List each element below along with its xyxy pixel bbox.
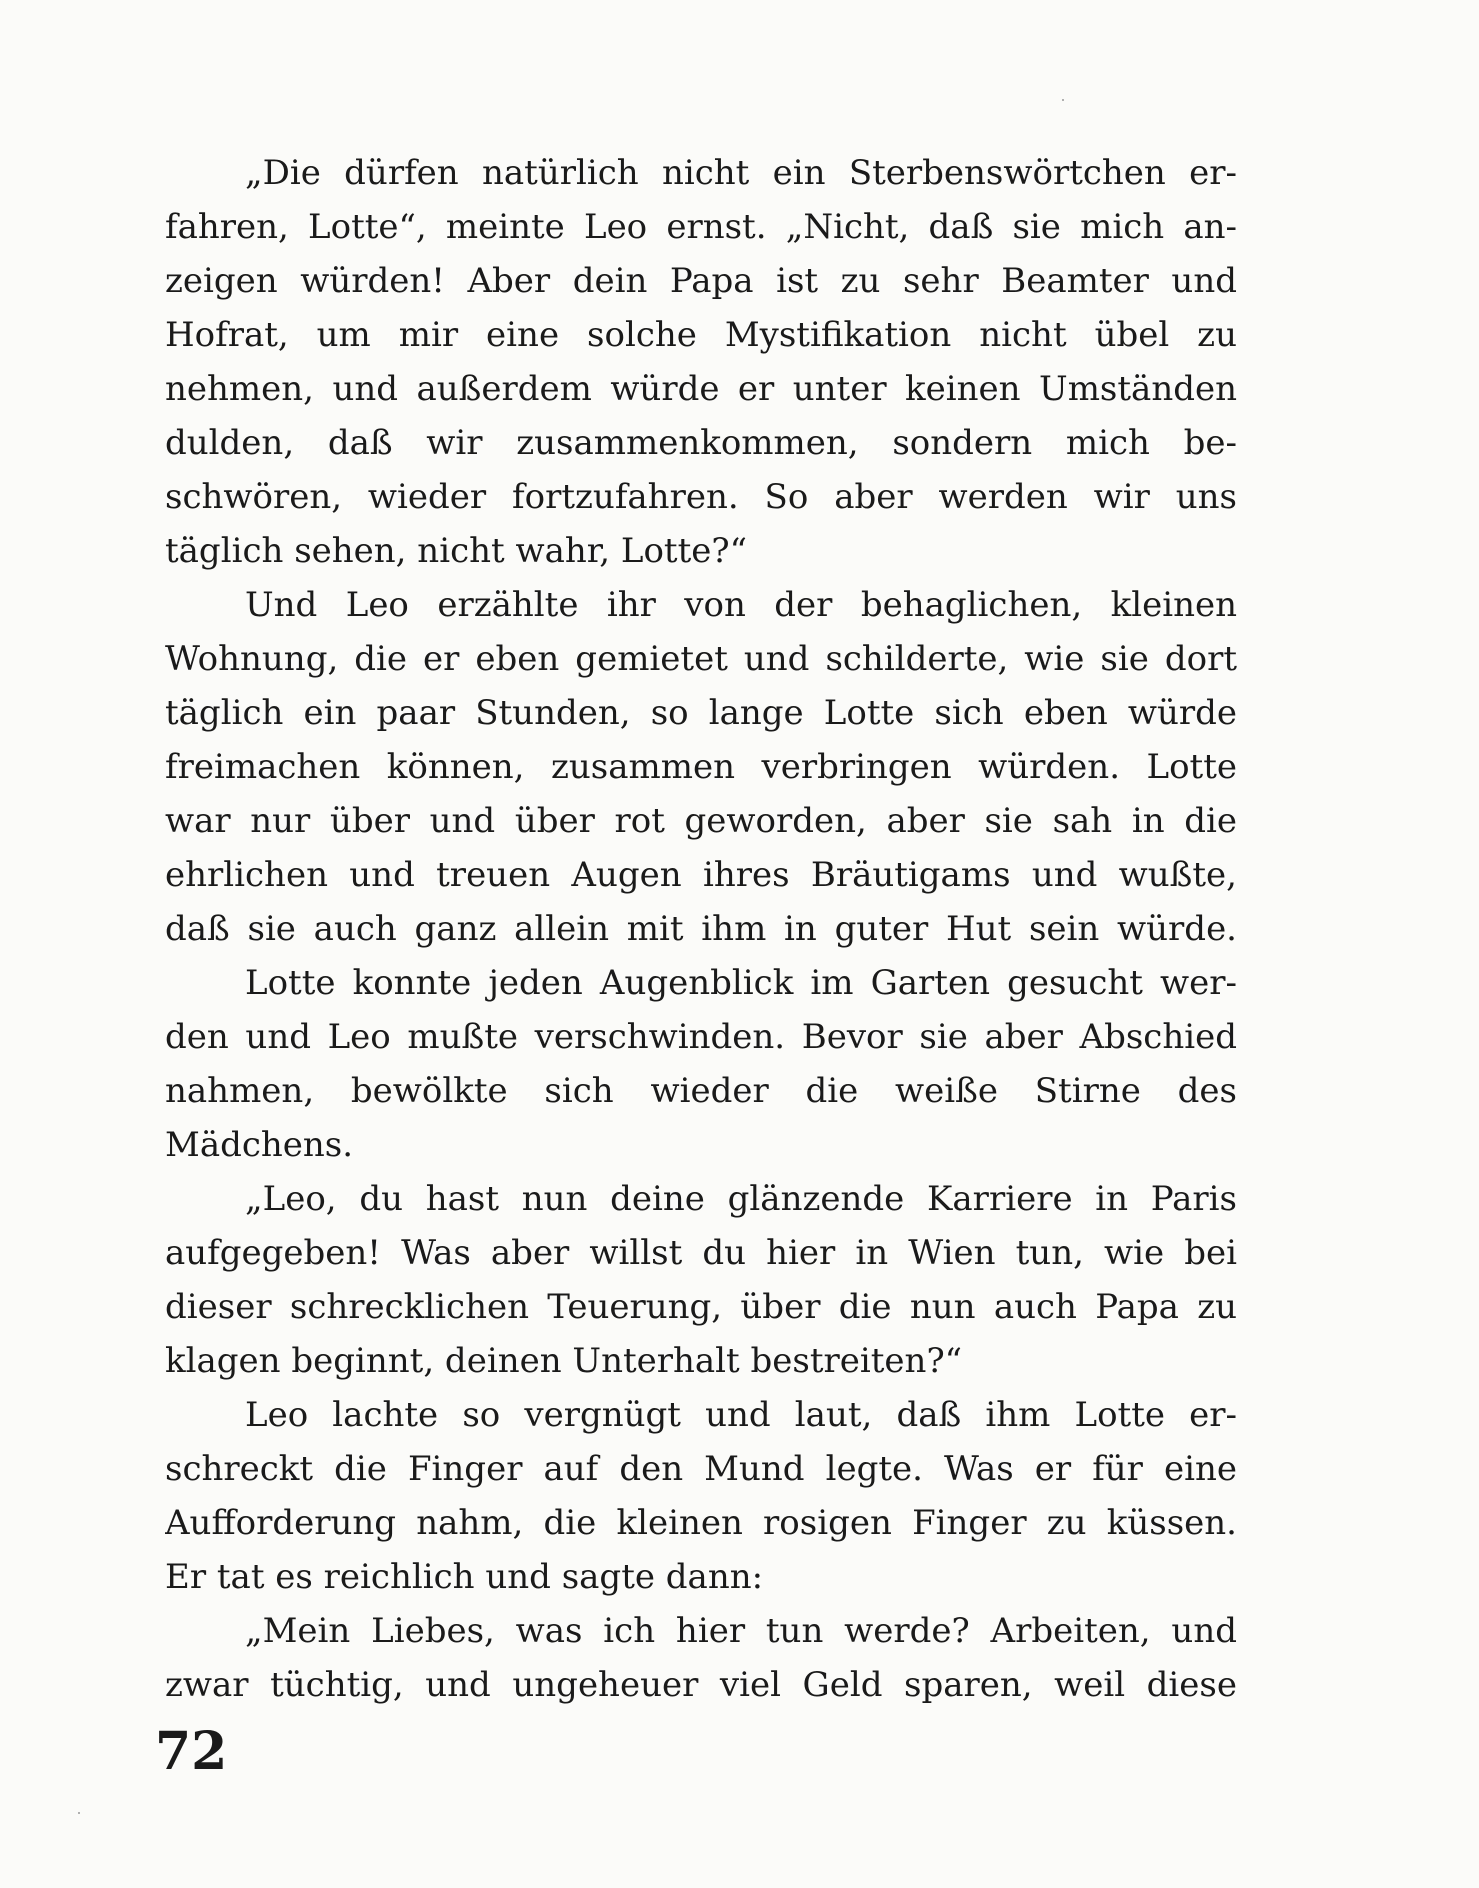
- text-line: klagen beginnt, deinen Unterhalt bestreiten?“: [165, 1341, 963, 1381]
- text-line: schreckt die Finger auf den Mund legte. Was er für eine: [165, 1449, 1237, 1489]
- text-line: Lotte konnte jeden Augenblick im Garten gesucht wer-: [245, 963, 1237, 1003]
- body-text: [165, 146, 1237, 1712]
- text-line: Und Leo erzählte ihr von der behaglichen, kleinen: [245, 585, 1237, 625]
- text-line: aufgegeben! Was aber willst du hier in Wien tun, wie bei: [165, 1233, 1237, 1273]
- text-line: zeigen würden! Aber dein Papa ist zu sehr Beamter und: [165, 261, 1237, 301]
- paper-speck: [78, 1812, 80, 1814]
- text-line: „Mein Liebes, was ich hier tun werde? Arbeiten, und: [245, 1611, 1237, 1651]
- text-line: dieser schrecklichen Teuerung, über die nun auch Papa zu: [165, 1287, 1237, 1327]
- text-line: Er tat es reichlich und sagte dann:: [165, 1557, 764, 1597]
- text-line: Leo lachte so vergnügt und laut, daß ihm Lotte er-: [245, 1395, 1237, 1435]
- text-line: den und Leo mußte verschwinden. Bevor sie aber Abschied: [165, 1017, 1237, 1057]
- text-line: schwören, wieder fortzufahren. So aber werden wir uns: [165, 477, 1237, 517]
- text-line: täglich sehen, nicht wahr, Lotte?“: [165, 531, 747, 571]
- paper-speck: [1062, 99, 1064, 101]
- text-line: fahren, Lotte“, meinte Leo ernst. „Nicht, daß sie mich an-: [165, 207, 1237, 247]
- text-line: nehmen, und außerdem würde er unter keinen Umständen: [165, 369, 1237, 409]
- text-line: daß sie auch ganz allein mit ihm in guter Hut sein würde.: [165, 909, 1237, 949]
- text-line: Mädchens.: [165, 1125, 354, 1165]
- text-line: war nur über und über rot geworden, aber sie sah in die: [165, 801, 1237, 841]
- text-line: dulden, daß wir zusammenkommen, sondern mich be-: [165, 423, 1237, 463]
- text-line: ehrlichen und treuen Augen ihres Bräutigams und wußte,: [165, 855, 1237, 895]
- text-line: zwar tüchtig, und ungeheuer viel Geld sparen, weil diese: [165, 1665, 1237, 1705]
- text-line: Wohnung, die er eben gemietet und schilderte, wie sie dort: [165, 639, 1237, 679]
- text-line: nahmen, bewölkte sich wieder die weiße Stirne des: [165, 1071, 1237, 1111]
- text-line: Aufforderung nahm, die kleinen rosigen Finger zu küssen.: [165, 1503, 1237, 1543]
- page-number: 72: [155, 1721, 228, 1782]
- text-line: Hofrat, um mir eine solche Mystifikation nicht übel zu: [165, 315, 1237, 355]
- text-line: täglich ein paar Stunden, so lange Lotte sich eben würde: [165, 693, 1237, 733]
- text-line: freimachen können, zusammen verbringen würden. Lotte: [165, 747, 1237, 787]
- text-line: „Leo, du hast nun deine glänzende Karriere in Paris: [245, 1179, 1237, 1219]
- text-line: „Die dürfen natürlich nicht ein Sterbenswörtchen er-: [245, 153, 1237, 193]
